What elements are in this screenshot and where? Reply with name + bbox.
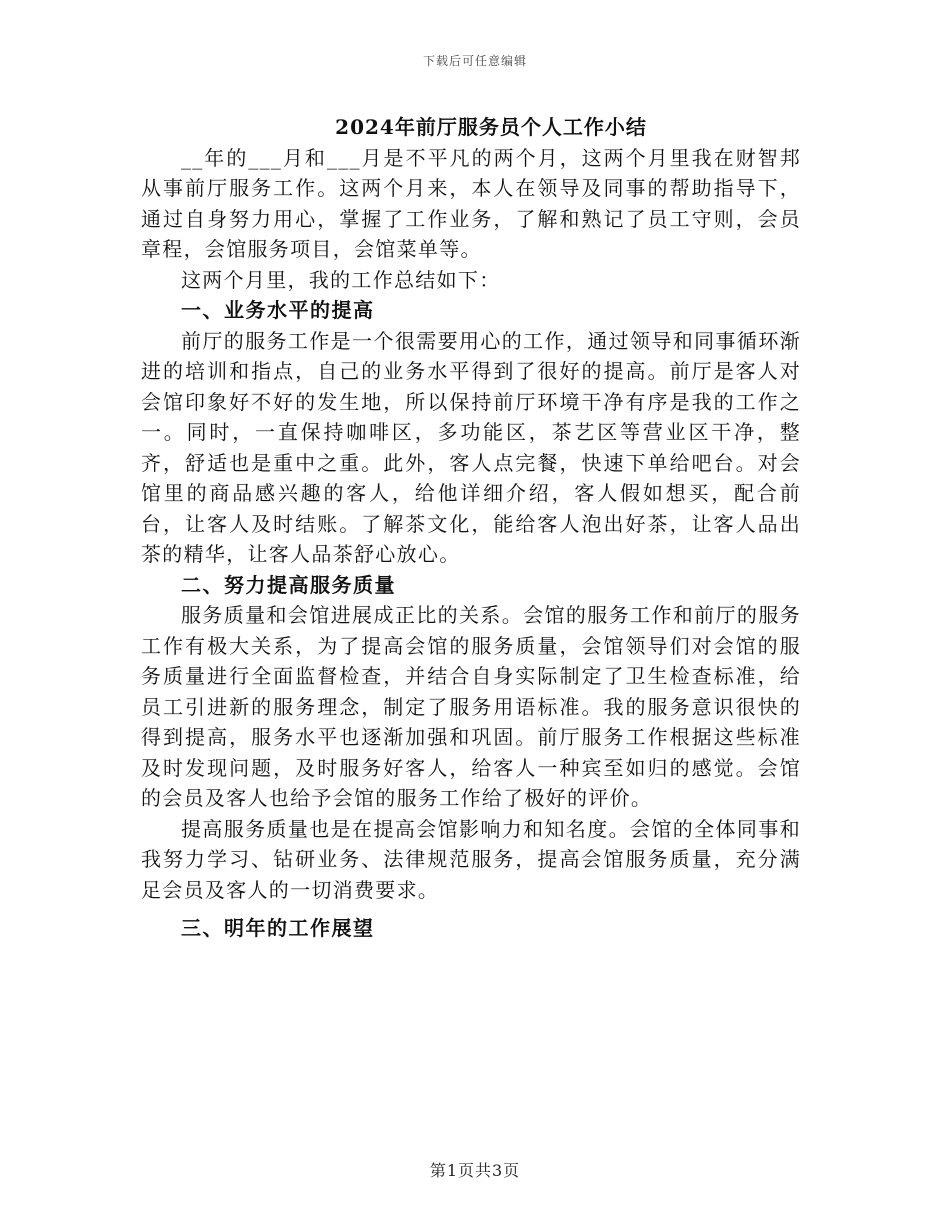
document-title: 2024年前厅服务员个人工作小结: [335, 115, 647, 139]
page-number: 第1页共3页: [429, 1161, 521, 1180]
intro-paragraph: __年的___月和___月是不平凡的两个月，这两个月里我在财智邦从事前厅服务工作。这两个月来，本人在领导及同事的帮助指导下，通过自身努力用心，掌握了工作业务，了解和熟记了员工守则，会员章程，会馆服务项目，会馆菜单等。: [141, 145, 801, 261]
section-1-paragraph-1: 前厅的服务工作是一个很需要用心的工作，通过领导和同事循环渐进的培训和指点，自己的业务水平得到了很好的提高。前厅是客人对会馆印象好不好的发生地，所以保持前厅环境干净有序是我的工作之一。同时，一直保持咖啡区，多功能区，茶艺区等营业区干净，整齐，舒适也是重中之重。此外，客人点完餐，快速下单给吧台。对会馆里的商品感兴趣的客人，给他详细介绍，客人假如想买，配合前台，让客人及时结账。了解茶文化，能给客人泡出好茶，让客人品出茶的精华，让客人品茶舒心放心。: [141, 328, 801, 566]
document-body: [141, 112, 801, 944]
header-note: 下载后可任意编辑: [422, 54, 527, 68]
section-heading-2: 二、努力提高服务质量: [181, 572, 396, 597]
section-2-paragraph-1: 服务质量和会馆进展成正比的关系。会馆的服务工作和前厅的服务工作有极大关系，为了提高会馆的服务质量，会馆领导们对会馆的服务质量进行全面监督检查，并结合自身实际制定了卫生检查标准，给员工引进新的服务理念，制定了服务用语标准。我的服务意识很快的得到提高，服务水平也逐渐加强和巩固。前厅服务工作根据这些标准及时发现问题，及时服务好客人，给客人一种宾至如归的感觉。会馆的会员及客人也给予会馆的服务工作给了极好的评价。: [141, 603, 801, 810]
section-heading-1: 一、业务水平的提高: [181, 298, 375, 322]
section-2-paragraph-2: 提高服务质量也是在提高会馆影响力和知名度。会馆的全体同事和我努力学习、钻研业务、法律规范服务，提高会馆服务质量，充分满足会员及客人的一切消费要求。: [141, 816, 801, 902]
section-heading-3: 三、明年的工作展望: [181, 916, 375, 940]
summary-intro-paragraph: 这两个月里，我的工作总结如下：: [181, 267, 501, 292]
